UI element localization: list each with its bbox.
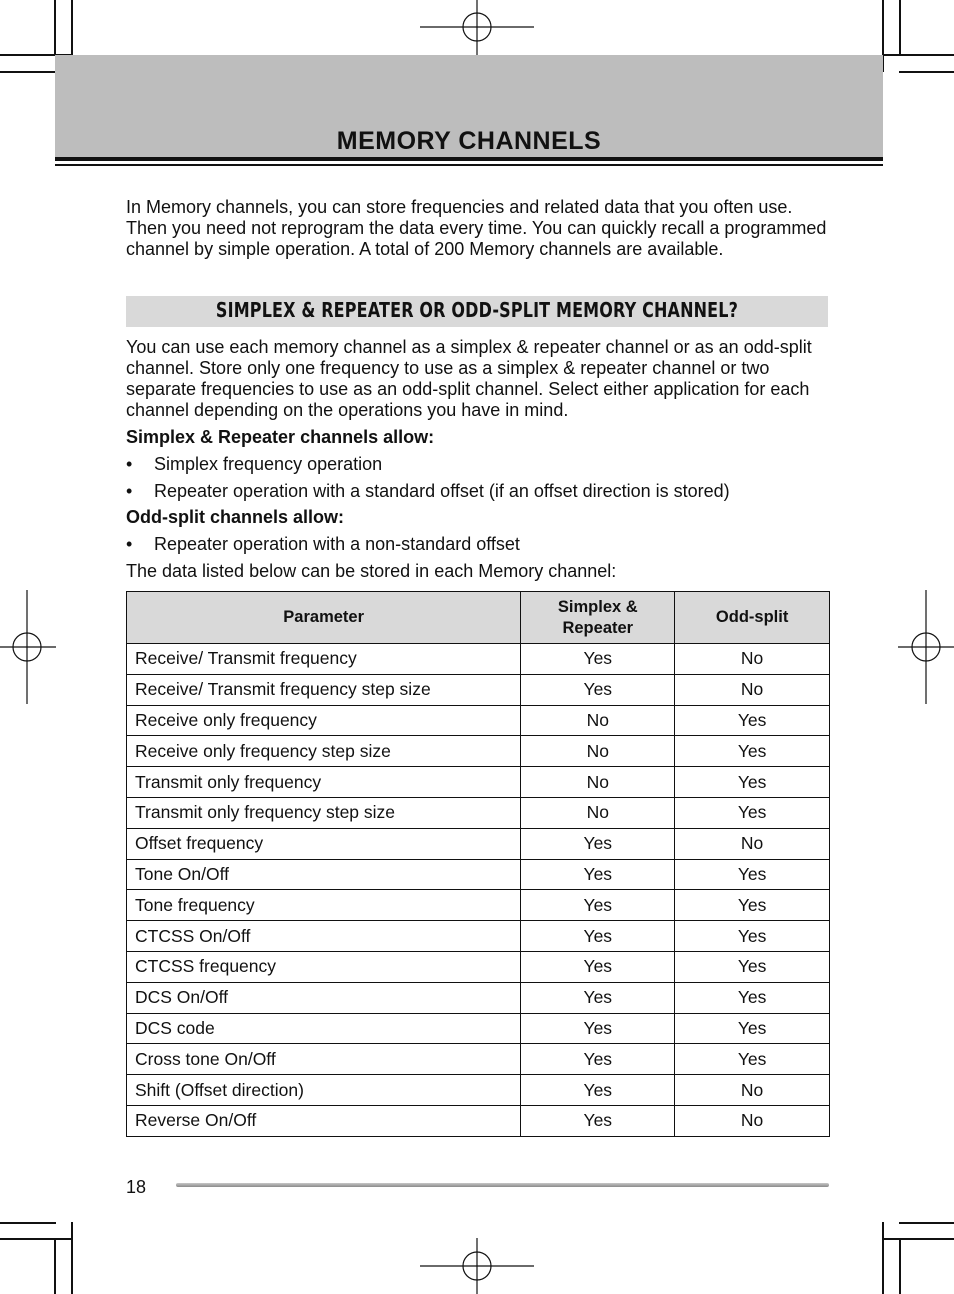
page-number: 18: [126, 1177, 147, 1197]
header-odd-split: Odd-split: [675, 592, 830, 644]
simplex-repeater-cell: Yes: [521, 951, 675, 982]
table-body: [127, 644, 830, 1137]
page-title: MEMORY CHANNELS: [336, 127, 602, 155]
simplex-repeater-cell: Yes: [521, 1013, 675, 1044]
simplex-repeater-cell: No: [521, 705, 675, 736]
list-item-text: Repeater operation with a standard offset (if an offset direction is stored): [154, 481, 730, 501]
header-simplex-repeater-text: Simplex & Repeater: [557, 597, 638, 637]
simplex-repeater-cell: Yes: [521, 1105, 675, 1136]
table-row: [127, 828, 830, 859]
simplex-repeater-cell: Yes: [521, 1075, 675, 1106]
odd-split-cell: No: [675, 644, 830, 675]
parameter-cell: Transmit only frequency: [127, 767, 521, 798]
simplex-repeater-cell: Yes: [521, 982, 675, 1013]
registration-mark-icon: [420, 1238, 534, 1294]
table-row: [127, 674, 830, 705]
table-row: [127, 705, 830, 736]
odd-split-cell: No: [675, 1075, 830, 1106]
simplex-repeater-cell: No: [521, 767, 675, 798]
odd-split-cell: Yes: [675, 705, 830, 736]
simplex-repeater-cell: Yes: [521, 828, 675, 859]
parameter-cell: Reverse On/Off: [127, 1105, 521, 1136]
crop-mark: [899, 71, 954, 73]
table-row: [127, 644, 830, 675]
header-rule: [55, 157, 883, 161]
odd-split-cell: Yes: [675, 890, 830, 921]
simplex-repeater-cell: Yes: [521, 859, 675, 890]
memory-parameter-table: [126, 591, 830, 1137]
table-row: [127, 1105, 830, 1136]
table-row: [127, 890, 830, 921]
odd-split-cell: No: [675, 1105, 830, 1136]
table-row: [127, 797, 830, 828]
crop-mark: [882, 54, 954, 56]
header-parameter: Parameter: [127, 592, 521, 644]
parameter-cell: Offset frequency: [127, 828, 521, 859]
crop-mark: [882, 1238, 954, 1240]
footer-rule: [176, 1183, 829, 1187]
crop-mark: [0, 1238, 72, 1240]
simplex-repeater-cell: Yes: [521, 1044, 675, 1075]
parameter-cell: Tone frequency: [127, 890, 521, 921]
registration-mark-icon: [420, 0, 534, 56]
bullet: •: [126, 454, 133, 474]
simplex-repeater-cell: Yes: [521, 890, 675, 921]
registration-mark-icon: [898, 590, 954, 704]
registration-mark-icon: [0, 590, 56, 704]
odd-split-cell: No: [675, 828, 830, 859]
simplex-heading: Simplex & Repeater channels allow:: [126, 427, 435, 447]
parameter-cell: Tone On/Off: [127, 859, 521, 890]
crop-mark: [71, 1222, 73, 1294]
crop-mark: [899, 1238, 901, 1294]
simplex-repeater-cell: No: [521, 736, 675, 767]
table-row: [127, 951, 830, 982]
odd-split-cell: Yes: [675, 736, 830, 767]
list-item-text: Simplex frequency operation: [154, 454, 383, 474]
section-title: SIMPLEX & REPEATER OR ODD-SPLIT MEMORY CHANNEL?: [215, 298, 739, 322]
crop-mark: [54, 1238, 56, 1294]
crop-mark: [882, 1222, 884, 1294]
table-header-row: [127, 592, 830, 644]
table-row: [127, 921, 830, 952]
bullet: •: [126, 481, 133, 501]
header-rule: [55, 164, 883, 166]
odd-split-cell: Yes: [675, 767, 830, 798]
crop-mark: [899, 1222, 954, 1224]
parameter-cell: CTCSS frequency: [127, 951, 521, 982]
intro-paragraph: In Memory channels, you can store frequencies and related data that you often use. Then you need not reprogram the data every time. You can quickly recall a programmed channel by simple operation. A total of 200 Memory channels are available.: [126, 197, 827, 259]
crop-mark: [0, 71, 56, 73]
bullet: •: [126, 534, 133, 554]
crop-mark: [54, 0, 56, 56]
odd-split-cell: No: [675, 674, 830, 705]
section-paragraph: You can use each memory channel as a simplex & repeater channel or as an odd-split channel. Store only one frequency to use as a simplex & repeater channel or two separate frequencies to use as an odd-split channel. Select either application for each channel depending on the operations you have in mind.: [126, 337, 812, 420]
parameter-cell: DCS On/Off: [127, 982, 521, 1013]
odd-split-cell: Yes: [675, 1044, 830, 1075]
odd-split-cell: Yes: [675, 1013, 830, 1044]
table-row: [127, 982, 830, 1013]
oddsplit-heading: Odd-split channels allow:: [126, 507, 345, 527]
simplex-repeater-cell: No: [521, 797, 675, 828]
table-row: [127, 859, 830, 890]
parameter-cell: Shift (Offset direction): [127, 1075, 521, 1106]
table-row: [127, 1044, 830, 1075]
simplex-repeater-cell: Yes: [521, 644, 675, 675]
parameter-cell: Cross tone On/Off: [127, 1044, 521, 1075]
table-row: [127, 1013, 830, 1044]
parameter-cell: DCS code: [127, 1013, 521, 1044]
parameter-cell: Receive/ Transmit frequency: [127, 644, 521, 675]
table-row: [127, 736, 830, 767]
table-row: [127, 1075, 830, 1106]
crop-mark: [0, 1222, 56, 1224]
table-intro: The data listed below can be stored in each Memory channel:: [126, 561, 617, 581]
odd-split-cell: Yes: [675, 859, 830, 890]
parameter-cell: Receive/ Transmit frequency step size: [127, 674, 521, 705]
odd-split-cell: Yes: [675, 951, 830, 982]
parameter-cell: CTCSS On/Off: [127, 921, 521, 952]
crop-mark: [899, 0, 901, 56]
header-simplex-repeater: [521, 592, 675, 644]
parameter-cell: Receive only frequency: [127, 705, 521, 736]
parameter-cell: Receive only frequency step size: [127, 736, 521, 767]
simplex-repeater-cell: Yes: [521, 921, 675, 952]
odd-split-cell: Yes: [675, 797, 830, 828]
odd-split-cell: Yes: [675, 982, 830, 1013]
odd-split-cell: Yes: [675, 921, 830, 952]
table-row: [127, 767, 830, 798]
parameter-cell: Transmit only frequency step size: [127, 797, 521, 828]
list-item-text: Repeater operation with a non-standard offset: [154, 534, 520, 554]
simplex-repeater-cell: Yes: [521, 674, 675, 705]
